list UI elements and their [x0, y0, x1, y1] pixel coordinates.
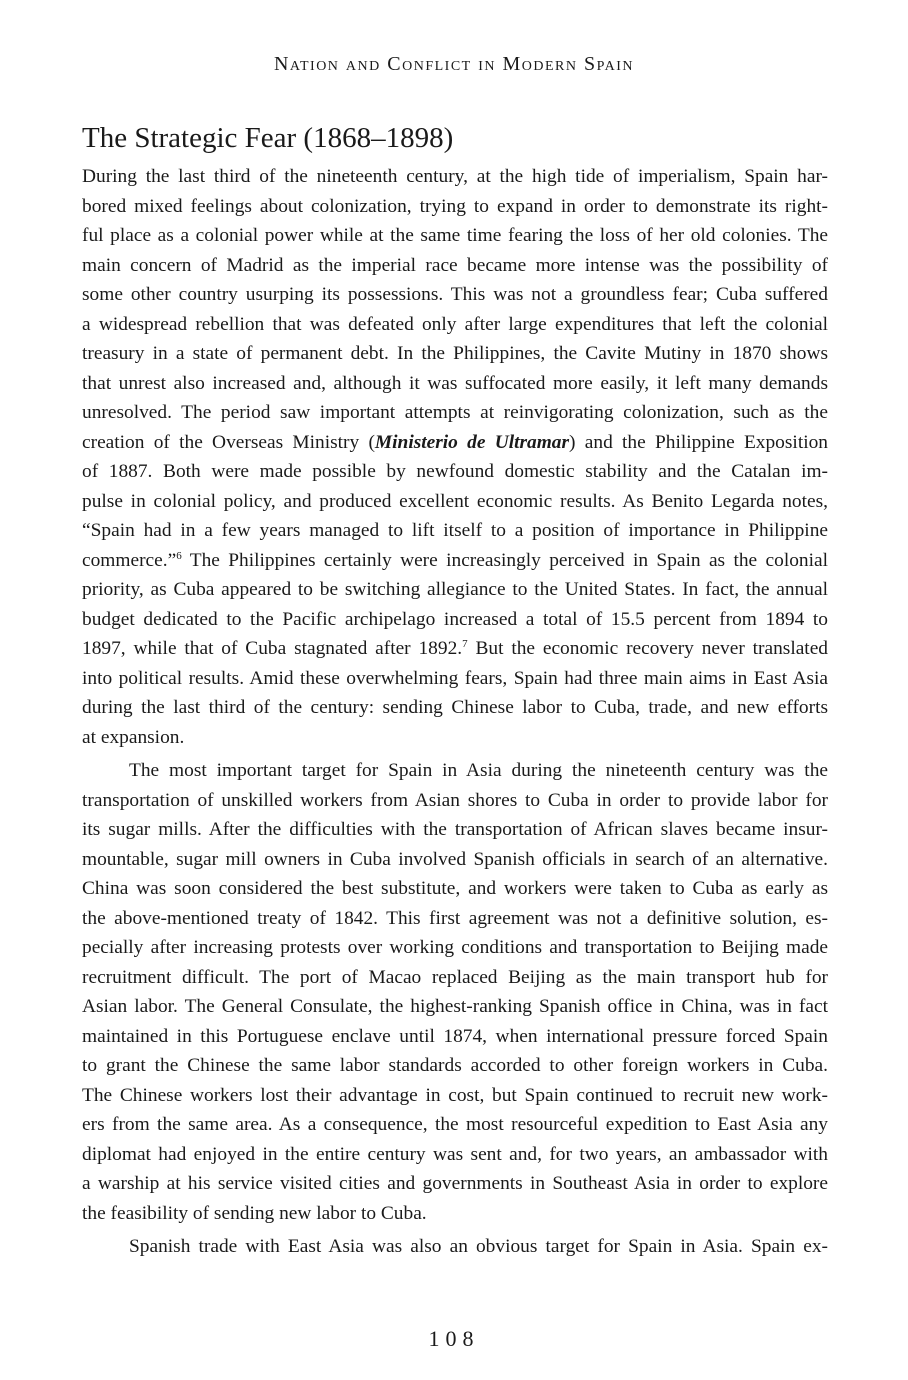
italic-term: Ministerio de Ultramar: [374, 431, 570, 453]
text-line: maintained in this Portuguese enclave until 1874, when international pressure forced Spain: [82, 1025, 828, 1047]
text-line: pulse in colonial policy, and produced excellent economic results. As Benito Legarda notes,: [82, 490, 828, 512]
text-line: [82, 428, 828, 458]
text-line: bored mixed feelings about colonization, trying to expand in order to demonstrate its right-: [82, 195, 828, 217]
text-line: during the last third of the century: sending Chinese labor to Cuba, trade, and new efforts: [82, 697, 828, 718]
text-line: “Spain had in a few years managed to lift itself to a position of importance in Philippine: [82, 520, 828, 541]
text-run: ) and the Philippine Exposition: [569, 431, 828, 453]
text-line: that unrest also increased and, although it was suffocated more easily, it left many demands: [82, 372, 828, 394]
text-line: of 1887. Both were made possible by newfound domestic stability and the Catalan im-: [82, 461, 828, 482]
text-line: treasury in a state of permanent debt. In the Philippines, the Cavite Mutiny in 1870 shows: [82, 343, 828, 364]
text-line: Asian labor. The General Consulate, the highest-ranking Spanish office in China, was in fact: [82, 996, 828, 1017]
text-line: its sugar mills. After the difficulties with the transportation of African slaves became insur-: [82, 819, 828, 840]
paragraph-3: [82, 1232, 828, 1262]
text-line: the feasibility of sending new labor to Cuba.: [82, 1202, 427, 1224]
text-line: transportation of unskilled workers from Asian shores to Cuba in order to provide labor for: [82, 789, 828, 811]
text-line: The most important target for Spain in Asia during the nineteenth century was the: [129, 760, 828, 781]
footnote-ref[interactable]: 6: [176, 549, 182, 562]
page-number: 108: [428, 1326, 480, 1351]
text-line: pecially after increasing protests over working conditions and transportation to Beijing made: [82, 937, 828, 958]
text-line: at expansion.: [82, 726, 185, 748]
text-line: ers from the same area. As a consequence, the most resourceful expedition to East Asia any: [82, 1114, 828, 1135]
text-run: The Philippines certainly were increasingly perceived in Spain as the colonial: [181, 549, 828, 571]
text-run: But the economic recovery never translated: [467, 638, 828, 659]
text-line: [82, 634, 828, 664]
text-run: 1897, while that of Cuba stagnated after 1892.: [82, 638, 463, 659]
text-line: ful place as a colonial power while at the same time fearing the loss of her old colonies. The: [82, 225, 828, 246]
text-line: into political results. Amid these overwhelming fears, Spain had three main aims in East Asia: [82, 667, 828, 689]
text-line: mountable, sugar mill owners in Cuba involved Spanish officials in search of an alternative.: [82, 848, 828, 870]
text-line: The Chinese workers lost their advantage in cost, but Spain continued to recruit new work-: [82, 1084, 828, 1106]
text-line: During the last third of the nineteenth century, at the high tide of imperialism, Spain har-: [82, 166, 828, 187]
text-line: budget dedicated to the Pacific archipelago increased a total of 15.5 percent from 1894 to: [82, 608, 828, 630]
section-title: The Strategic Fear (1868–1898): [82, 122, 454, 154]
text-line: China was soon considered the best substitute, and workers were taken to Cuba as early as: [82, 878, 828, 899]
text-line: diplomat had enjoyed in the entire century was sent and, for two years, an ambassador with: [82, 1143, 828, 1165]
text-line: [82, 546, 828, 576]
text-line: the above-mentioned treaty of 1842. This first agreement was not a definitive solution, es-: [82, 907, 828, 929]
text-run: creation of the Overseas Ministry (: [82, 431, 375, 453]
body-text: [82, 162, 828, 1262]
text-line: priority, as Cuba appeared to be switching allegiance to the United States. In fact, the annual: [82, 579, 828, 600]
text-line: a warship at his service visited cities and governments in Southeast Asia in order to explore: [82, 1173, 828, 1194]
text-line: to grant the Chinese the same labor standards accorded to other foreign workers in Cuba.: [82, 1055, 828, 1076]
text-run: commerce.”: [82, 549, 177, 571]
text-line: unresolved. The period saw important attempts at reinvigorating colonization, such as the: [82, 402, 828, 423]
text-line: some other country usurping its possessions. This was not a groundless fear; Cuba suffered: [82, 284, 828, 305]
footnote-ref[interactable]: 7: [462, 638, 468, 650]
paragraph-1: [82, 162, 828, 752]
running-head: Nation and Conflict in Modern Spain: [273, 53, 634, 75]
text-line: recruitment difficult. The port of Macao replaced Beijing as the main transport hub for: [82, 966, 828, 988]
text-line: main concern of Madrid as the imperial race became more intense was the possibility of: [82, 254, 828, 276]
text-line: Spanish trade with East Asia was also an obvious target for Spain in Asia. Spain ex-: [129, 1236, 828, 1257]
paragraph-2: [82, 756, 828, 1228]
text-line: a widespread rebellion that was defeated only after large expenditures that left the colonial: [82, 313, 828, 335]
